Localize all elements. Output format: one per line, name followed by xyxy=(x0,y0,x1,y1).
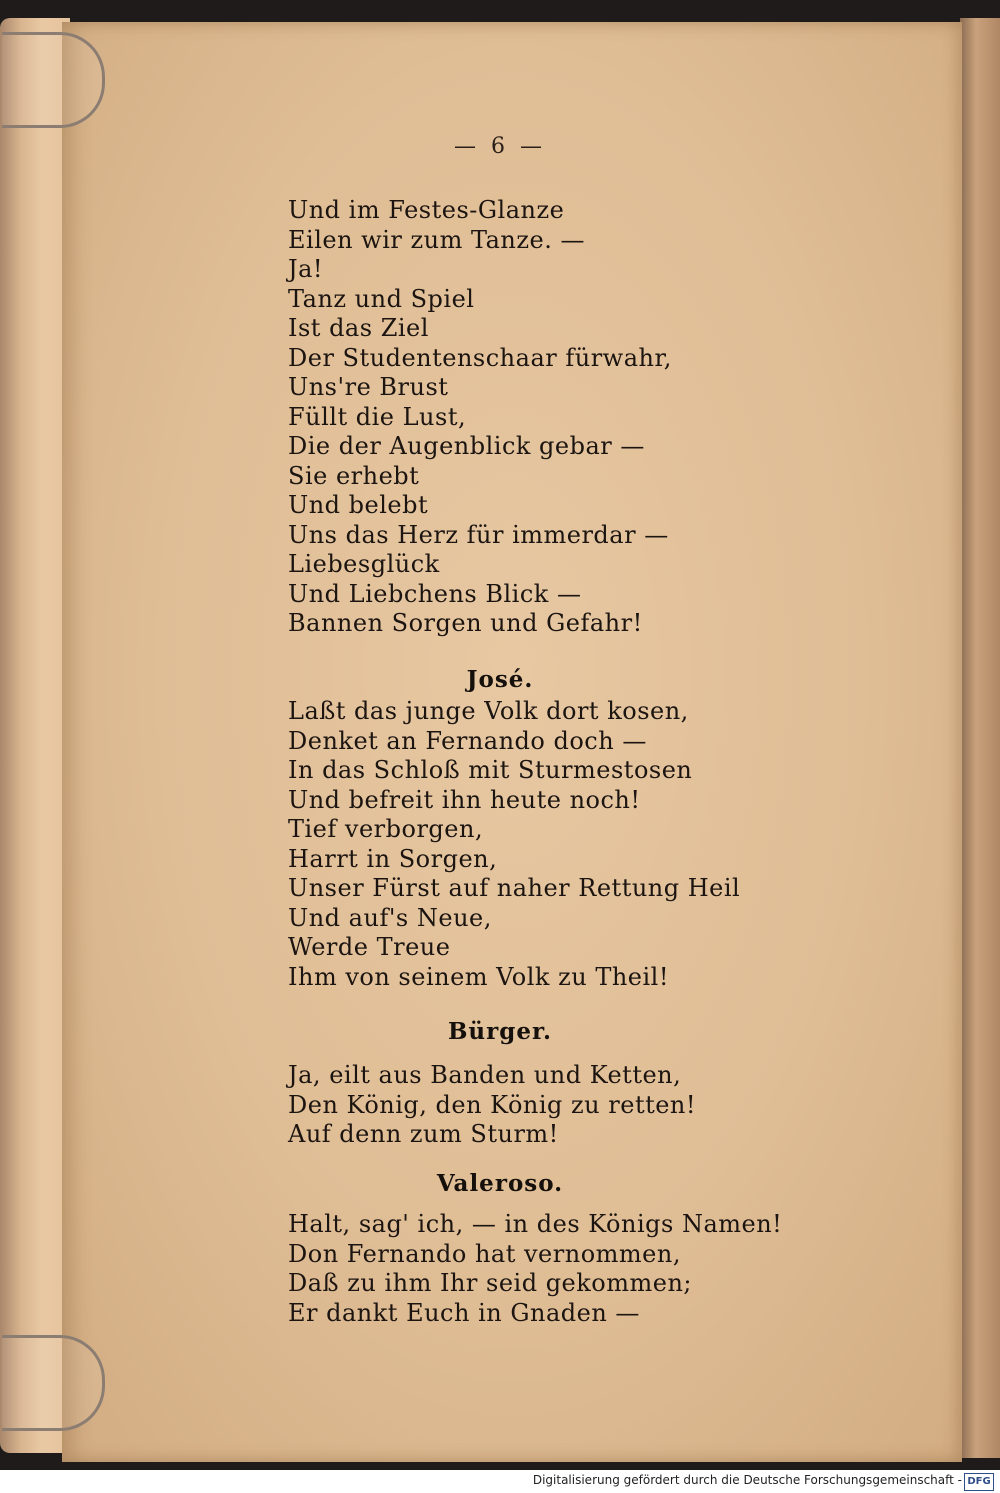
stanza-4 xyxy=(288,1210,908,1328)
stanza-3 xyxy=(288,1061,908,1150)
verse-line: Werde Treue xyxy=(288,933,451,961)
verse-line: Ja, eilt aus Banden und Ketten, xyxy=(288,1061,682,1089)
page-clip-top xyxy=(2,32,105,128)
verse-line: Tanz und Spiel xyxy=(288,284,475,313)
book-right-edge xyxy=(960,18,1000,1458)
verse-line: Sie erhebt xyxy=(288,461,420,490)
verse-line: Und belebt xyxy=(288,491,429,519)
verse-line: Laßt das junge Volk dort kosen, xyxy=(288,697,689,725)
verse-line: Die der Augenblick gebar — xyxy=(288,432,645,460)
verse-line: Eilen wir zum Tanze. — xyxy=(288,225,585,254)
book-left-edge xyxy=(0,18,70,1453)
verse-line: Ja! xyxy=(288,255,324,283)
verse-line: Halt, sag' ich, — in des Königs Namen! xyxy=(288,1210,783,1238)
verse-line: Auf denn zum Sturm! xyxy=(288,1120,559,1148)
verse-line: In das Schloß mit Sturmestosen xyxy=(288,756,693,784)
dfg-logo: DFG xyxy=(964,1473,994,1491)
speaker-heading-jose: José. xyxy=(466,666,534,693)
verse-line: Füllt die Lust, xyxy=(288,402,467,431)
stanza-2 xyxy=(288,697,908,992)
page-clip-bottom xyxy=(2,1335,105,1431)
verse-line: Und im Festes-Glanze xyxy=(288,196,565,224)
verse-line: Uns're Brust xyxy=(288,373,449,401)
footer-bar xyxy=(0,1470,1000,1493)
speaker-heading-buerger: Bürger. xyxy=(447,1018,552,1045)
verse-line: Er dankt Euch in Gnaden — xyxy=(288,1298,640,1327)
verse-line: Bannen Sorgen und Gefahr! xyxy=(288,609,643,637)
verse-line: Uns das Herz für immerdar — xyxy=(288,520,669,549)
verse-line: Der Studentenschaar fürwahr, xyxy=(288,343,672,372)
verse-line: Daß zu ihm Ihr seid gekommen; xyxy=(288,1269,693,1297)
verse-line: Don Fernando hat vernommen, xyxy=(288,1239,681,1268)
verse-line: Und auf's Neue, xyxy=(288,903,492,932)
page-number: — 6 — xyxy=(454,134,546,159)
speaker-heading-valeroso: Valeroso. xyxy=(436,1170,564,1197)
verse-line: Liebesglück xyxy=(288,550,440,578)
verse-line: Und Liebchens Blick — xyxy=(288,579,582,608)
footer-funding-note: Digitalisierung gefördert durch die Deutsche Forschungsgemeinschaft - xyxy=(532,1473,962,1487)
verse-line: Harrt in Sorgen, xyxy=(288,844,498,873)
verse-line: Tief verborgen, xyxy=(288,815,484,843)
verse-line: Ihm von seinem Volk zu Theil! xyxy=(288,962,669,991)
verse-line: Den König, den König zu retten! xyxy=(288,1090,697,1119)
verse-line: Unser Fürst auf naher Rettung Heil xyxy=(288,874,741,902)
verse-line: Und befreit ihn heute noch! xyxy=(288,785,641,814)
verse-line: Denket an Fernando doch — xyxy=(288,726,647,755)
verse-line: Ist das Ziel xyxy=(288,314,429,342)
stanza-1 xyxy=(288,196,908,639)
